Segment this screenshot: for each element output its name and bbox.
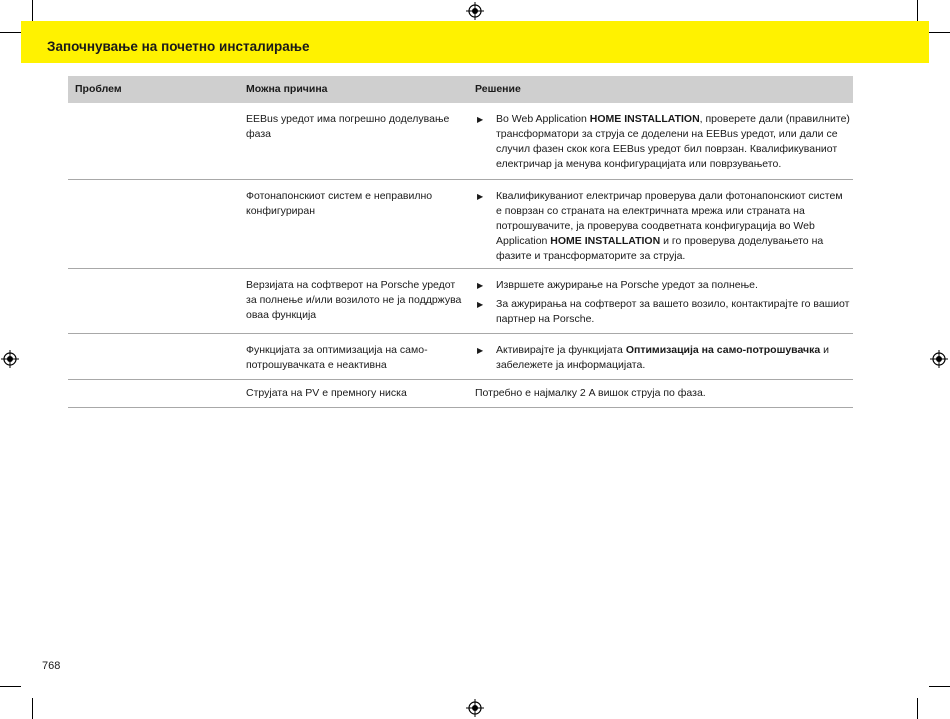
cause-cell: EEBus уредот има погрешно доделување фаза bbox=[246, 113, 450, 140]
page-title: Започнување на почетно инсталирање bbox=[47, 39, 310, 54]
solution-text: Во Web Application bbox=[496, 113, 590, 125]
table-row bbox=[68, 180, 853, 269]
registration-mark-icon bbox=[466, 699, 484, 717]
solution-text: , проверете дали (правилните) трансформатори за струја се доделени на EEBus уредот, или дали се случил фазен скок кога EEBus уредот бил поврзан. Квалификуваниот електричар ја менува конфигурацијата или поврзувањето. bbox=[496, 113, 850, 170]
table-header bbox=[68, 76, 853, 103]
solution-bullet bbox=[475, 343, 851, 373]
solution-text: Извршете ажурирање на Porsche уредот за полнење. bbox=[496, 279, 758, 291]
solution-text: и го проверува доделувањето на фазите и трансформаторите за струја. bbox=[496, 235, 824, 262]
cause-cell: Функцијата за оптимизација на само-потрошувачката е неактивна bbox=[246, 344, 428, 371]
registration-mark-icon bbox=[466, 2, 484, 20]
solution-text: и забележете ја информацијата. bbox=[496, 344, 830, 371]
column-header-solution: Решение bbox=[475, 83, 521, 95]
triangle-bullet-icon: ▶ bbox=[477, 115, 484, 124]
column-header-cause: Можна причина bbox=[246, 83, 328, 95]
solution-bullet bbox=[475, 278, 851, 293]
table-row bbox=[68, 103, 853, 180]
solution-cell: Потребно е најмалку 2 A вишок струја по фаза. bbox=[475, 387, 706, 399]
triangle-bullet-icon: ▶ bbox=[477, 346, 484, 355]
crop-mark bbox=[0, 686, 21, 687]
solution-bullet bbox=[475, 297, 851, 327]
cause-cell: Струјата на PV е премногу ниска bbox=[246, 387, 407, 399]
page-number: 768 bbox=[42, 660, 61, 672]
solution-text: За ажурирања на софтверот за вашето возило, контактирајте го вашиот партнер на Porsche. bbox=[496, 298, 850, 325]
table-row bbox=[68, 380, 853, 408]
crop-mark bbox=[917, 698, 918, 719]
solution-cell bbox=[475, 112, 851, 172]
crop-mark bbox=[0, 32, 21, 33]
solution-cell bbox=[475, 343, 851, 373]
troubleshooting-table bbox=[68, 76, 853, 408]
section-banner bbox=[21, 21, 929, 63]
solution-text: Активирајте ја функцијата bbox=[496, 344, 626, 356]
triangle-bullet-icon: ▶ bbox=[477, 192, 484, 201]
solution-cell bbox=[475, 189, 851, 264]
bold-term: Оптимизација на само-потрошувачка bbox=[625, 344, 821, 356]
bold-term: HOME INSTALLATION bbox=[550, 235, 661, 247]
crop-mark bbox=[929, 32, 950, 33]
solution-bullet bbox=[475, 189, 851, 264]
crop-mark bbox=[929, 686, 950, 687]
solution-text: Квалификуваниот електричар проверува дали фотонапонскиот систем е поврзан со страната на електричната мрежа или страната на потрошувачите, ја проверува соодветната конфигурација во Web Application bbox=[496, 190, 843, 247]
cause-cell: Фотонапонскиот систем е неправилно конфигуриран bbox=[246, 190, 433, 217]
registration-mark-icon bbox=[1, 350, 19, 368]
cause-cell: Верзијата на софтверот на Porsche уредот за полнење и/или возилото не ја поддржува оваа функција bbox=[246, 279, 462, 321]
table-row bbox=[68, 334, 853, 380]
solution-cell bbox=[475, 278, 851, 327]
solution-bullet bbox=[475, 112, 851, 172]
triangle-bullet-icon: ▶ bbox=[477, 300, 484, 309]
column-header-problem: Проблем bbox=[75, 83, 122, 95]
registration-mark-icon bbox=[930, 350, 948, 368]
crop-mark bbox=[917, 0, 918, 21]
crop-mark bbox=[32, 698, 33, 719]
crop-mark bbox=[32, 0, 33, 21]
triangle-bullet-icon: ▶ bbox=[477, 281, 484, 290]
bold-term: HOME INSTALLATION bbox=[589, 113, 700, 125]
table-row bbox=[68, 269, 853, 334]
